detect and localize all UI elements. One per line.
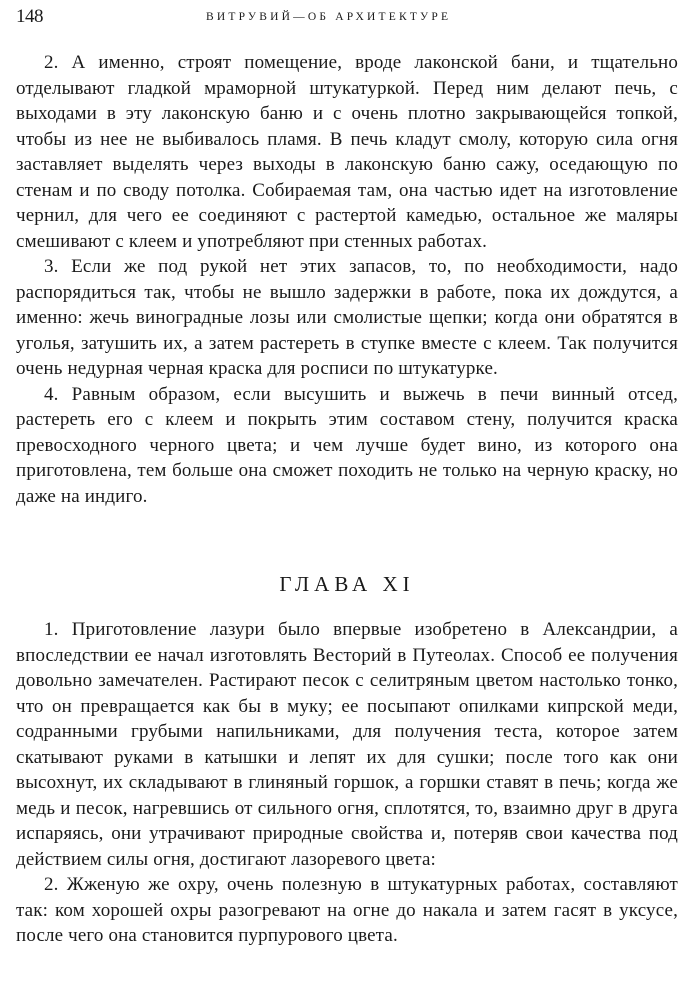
- chapter-heading: ГЛАВА XI: [279, 572, 415, 596]
- section-before-chapter: [16, 50, 678, 509]
- paragraph: 4. Равным образом, если высушить и выжечь в печи винный отсед, растереть его с клеем и покрыть этим составом стену, получится краска превосходного черного цвета; и чем лучше будет вино, из которого она приготовлена, тем больше она сможет походить не только на черную краску, но даже на индиго.: [16, 383, 678, 507]
- running-head: [16, 6, 678, 30]
- page-number: 148: [16, 6, 43, 27]
- paragraph: 2. Жженую же охру, очень полезную в штукатурных работах, составляют так: ком хорошей охры разогревают на огне до накала и затем гасят в уксусе, после чего она становится пурпурового цвета.: [16, 874, 678, 946]
- paragraph: 1. Приготовление лазури было впервые изобретено в Александрии, а впоследствии ее начал изготовлять Весторий в Путеолах. Способ ее получения довольно замечателен. Растирают песок с селитряным цветом настолько тонко, что он превращается как бы в муку; ее посыпают опилками кипрской меди, содранными грубыми напильниками, для получения теста, которое затем скатывают руками в катышки и лепят их для сушки; после того как они высохнут, их складывают в глиняный горшок, а горшки ставят в печь; когда же медь и песок, нагревшись от сильного огня, сплотятся, то, взаимно друг в друга испаряясь, они утрачивают природные свойства и, потеряв свои качества под действием силы огня, достигают лазоревого цвета:: [16, 619, 678, 870]
- running-title: ВИТРУВИЙ—ОБ АРХИТЕКТУРЕ: [206, 11, 452, 23]
- paragraph: 2. А именно, строят помещение, вроде лаконской бани, и тщательно отделывают гладкой мраморной штукатуркой. Перед ним делают печь, с выходами в эту лаконскую баню и с очень плотно закрывающейся топкой, чтобы из нее не выбивалось пламя. В печь кладут смолу, которую сила огня заставляет выделять через выходы в лаконскую баню сажу, оседающую по стенам и по своду потолка. Собираемая там, она частью идет на изготовление чернил, для чего ее соединяют с растертой камедью, остальное же маляры смешивают с клеем и употребляют при стенных работах.: [16, 52, 678, 252]
- paragraph: 3. Если же под рукой нет этих запасов, то, по необходимости, надо распорядиться так, чтобы не вышло задержки в работе, пока их дождутся, а именно: жечь виноградные лозы или смолистые щепки; когда они обратятся в уголья, затушить их, а затем растереть в ступке вместе с клеем. Так получится очень недурная черная краска для росписи по штукатурке.: [16, 256, 678, 379]
- chapter-body: [16, 617, 678, 949]
